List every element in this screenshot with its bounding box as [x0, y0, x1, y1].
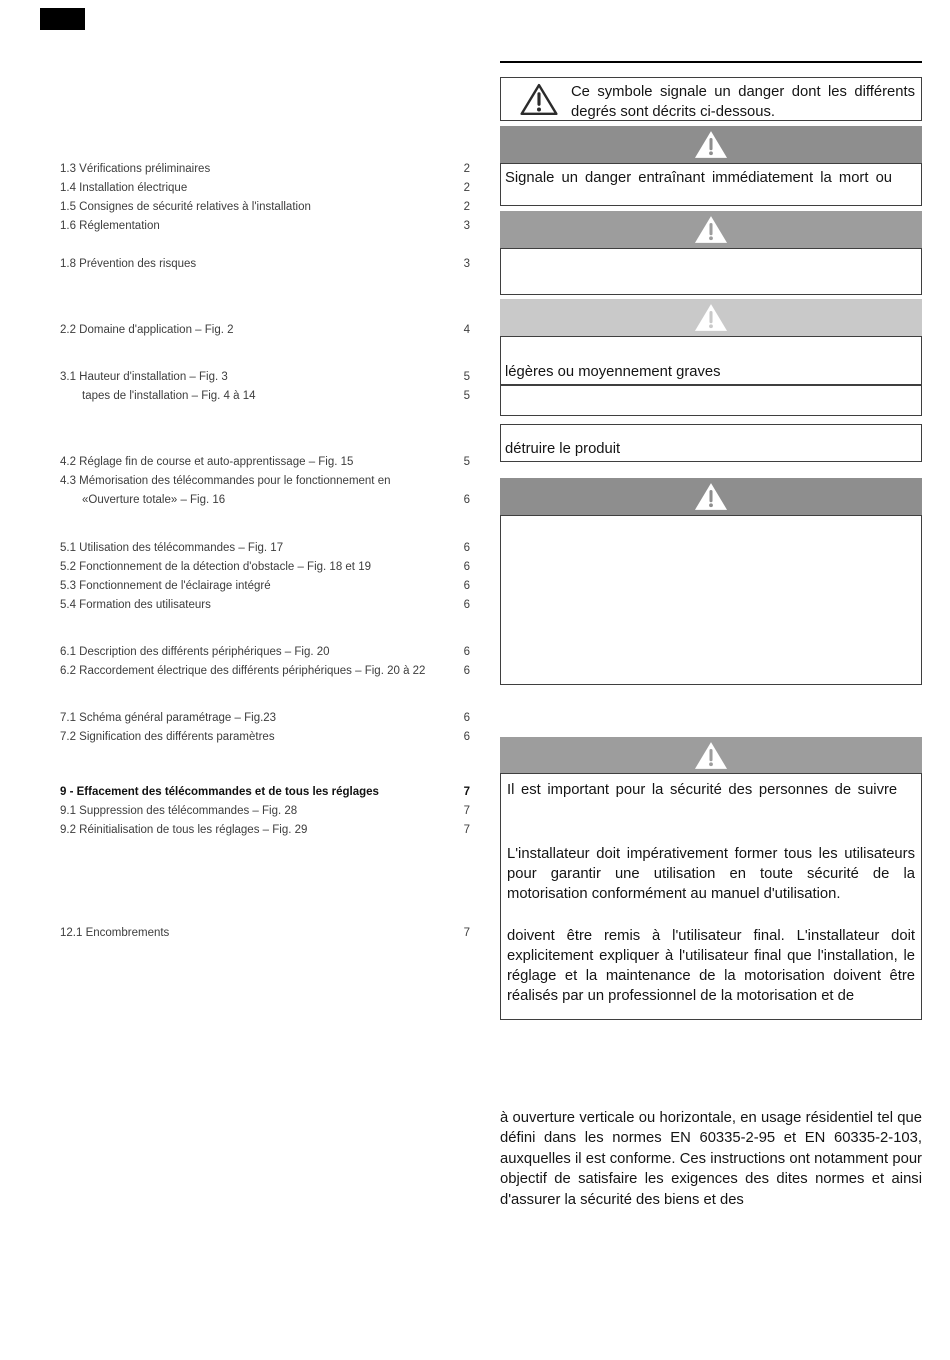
toc-item-page: 2	[463, 201, 470, 213]
toc-item	[60, 596, 470, 615]
toc-group	[60, 643, 470, 681]
norms-paragraph: à ouverture verticale ou horizontale, en usage résidentiel tel que défini dans les normes EN 60335-2-95 et EN 60335-2-103, auxquelles il est conforme. Ces instructions ont notamment pour objectif de satisfaire les exigences des dites normes et ainsi d'assurer la sécurité des biens et des	[500, 1110, 922, 1208]
toc-item-label: 6.1 Description des différents périphériques – Fig. 20	[60, 646, 330, 658]
avertissement-header-bar	[500, 211, 922, 248]
warning-triangle-icon	[694, 482, 728, 511]
section-divider	[500, 61, 922, 63]
toc-item-page: 6	[463, 731, 470, 743]
notice-body-box	[500, 385, 922, 416]
final-user-paragraph: doivent être remis à l'utilisateur final. L'installateur doit explicitement expliquer à l'utilisateur final que l'installation, le réglage et la maintenance de la motorisation doivent être réalisés par un professionnel de la motorisation et de	[507, 928, 915, 1004]
toc-item	[60, 255, 470, 274]
toc-item-page: 6	[463, 599, 470, 611]
toc-item-label: 7.1 Schéma général paramétrage – Fig.23	[60, 712, 277, 724]
toc-list	[60, 160, 470, 943]
toc-item-label: 12.1 Encombrements	[60, 927, 170, 939]
toc-group	[60, 709, 470, 747]
toc-item-page: 7	[463, 927, 470, 939]
toc-item-page: 7	[463, 786, 470, 798]
toc-item	[60, 217, 470, 236]
toc-item-label: 4.3 Mémorisation des télécommandes pour le fonctionnement en «Ouverture totale» – Fig. 16	[60, 475, 391, 506]
safety-column	[500, 0, 922, 1360]
toc-item-label: tapes de l'installation – Fig. 4 à 14	[82, 390, 256, 402]
toc-item	[60, 179, 470, 198]
toc-item	[60, 728, 470, 747]
danger-text: Signale un danger entraînant immédiatement la mort ou	[505, 170, 893, 186]
important-safety-body-box	[500, 773, 922, 1020]
toc-group	[60, 453, 470, 510]
toc-item-label: 9.1 Suppression des télécommandes – Fig. 28	[60, 805, 298, 817]
toc-item-page: 6	[463, 665, 470, 677]
toc-item-label: 1.4 Installation électrique	[60, 182, 188, 194]
toc-item-page: 6	[463, 561, 470, 573]
toc-item-page: 7	[463, 824, 470, 836]
toc-item-page: 2	[463, 182, 470, 194]
toc-item	[60, 368, 470, 387]
warning-triangle-icon	[694, 130, 728, 159]
toc-item-page: 3	[463, 220, 470, 232]
installer-paragraph: L'installateur doit impérativement former tous les utilisateurs pour garantir une utilisation en toute sécurité de la motorisation conformément au manuel d'utilisation.	[507, 846, 915, 902]
toc-group	[60, 160, 470, 236]
toc-item-page: 5	[463, 456, 470, 468]
toc-item-label: 1.6 Réglementation	[60, 220, 160, 232]
toc-item	[60, 924, 470, 943]
warning-triangle-icon	[519, 83, 559, 116]
page-corner-tab	[40, 8, 85, 30]
toc-item-label: 5.3 Fonctionnement de l'éclairage intégré	[60, 580, 271, 592]
notice-text: détruire le produit	[505, 441, 621, 457]
toc-item-label: 1.8 Prévention des risques	[60, 258, 197, 270]
attention-header-bar	[500, 299, 922, 336]
toc-item-page: 3	[463, 258, 470, 270]
toc-item-page: 6	[463, 494, 470, 506]
toc-item-page: 6	[463, 712, 470, 724]
danger-body-box-2	[500, 515, 922, 685]
important-safety-line: Il est important pour la sécurité des personnes de suivre	[507, 782, 898, 798]
toc-item	[60, 821, 470, 840]
danger-header-bar-2	[500, 478, 922, 515]
toc-item-page: 6	[463, 542, 470, 554]
toc-item	[60, 662, 470, 681]
toc-item-label: 9 - Effacement des télécommandes et de tous les réglages	[60, 786, 379, 798]
toc-item	[60, 709, 470, 728]
toc-item	[60, 802, 470, 821]
toc-item-label: 5.4 Formation des utilisateurs	[60, 599, 211, 611]
toc-item-page: 2	[463, 163, 470, 175]
toc-item	[60, 387, 470, 406]
toc-item	[60, 453, 470, 472]
toc-item	[60, 198, 470, 217]
toc-item	[60, 539, 470, 558]
warning-symbol-legend-text: Ce symbole signale un danger dont les différents degrés sont décrits ci-dessous.	[571, 84, 915, 120]
toc-item-page: 6	[463, 580, 470, 592]
toc-group	[60, 255, 470, 274]
toc-group	[60, 368, 470, 406]
toc-item-page: 6	[463, 646, 470, 658]
toc-item	[60, 472, 470, 510]
toc-item-label: 5.2 Fonctionnement de la détection d'obstacle – Fig. 18 et 19	[60, 561, 371, 573]
warning-triangle-icon	[694, 215, 728, 244]
toc-item-page: 7	[463, 805, 470, 817]
important-safety-header-bar	[500, 737, 922, 773]
toc-group	[60, 783, 470, 840]
danger-body-box	[500, 163, 922, 206]
toc-item-label: 7.2 Signification des différents paramètres	[60, 731, 275, 743]
attention-body-box	[500, 336, 922, 385]
toc-item-label: 5.1 Utilisation des télécommandes – Fig. 17	[60, 542, 284, 554]
toc-item-page: 5	[463, 390, 470, 402]
toc-group	[60, 539, 470, 615]
toc-item-label: 6.2 Raccordement électrique des différents périphériques – Fig. 20 à 22	[60, 665, 426, 677]
toc-item-page: 5	[463, 371, 470, 383]
attention-text: légères ou moyennement graves	[505, 364, 721, 380]
toc-group	[60, 924, 470, 943]
warning-symbol-legend-box	[500, 77, 922, 121]
warning-triangle-icon	[694, 303, 728, 332]
toc-item-page: 4	[463, 324, 470, 336]
danger-header-bar	[500, 126, 922, 163]
toc-item-label: 1.5 Consignes de sécurité relatives à l'installation	[60, 201, 311, 213]
toc-item-label: 1.3 Vérifications préliminaires	[60, 163, 211, 175]
toc-item	[60, 783, 470, 802]
toc-item-label: 9.2 Réinitialisation de tous les réglages – Fig. 29	[60, 824, 308, 836]
avertissement-body-box	[500, 248, 922, 295]
toc-item	[60, 321, 470, 340]
toc-item	[60, 160, 470, 179]
toc-group	[60, 321, 470, 340]
toc-item-label: 4.2 Réglage fin de course et auto-apprentissage – Fig. 15	[60, 456, 354, 468]
toc-item	[60, 643, 470, 662]
toc-item-label: 2.2 Domaine d'application – Fig. 2	[60, 324, 234, 336]
warning-triangle-icon	[694, 741, 728, 770]
toc-item	[60, 577, 470, 596]
toc-item	[60, 558, 470, 577]
notice-body-box-2	[500, 424, 922, 462]
toc-item-label: 3.1 Hauteur d'installation – Fig. 3	[60, 371, 228, 383]
